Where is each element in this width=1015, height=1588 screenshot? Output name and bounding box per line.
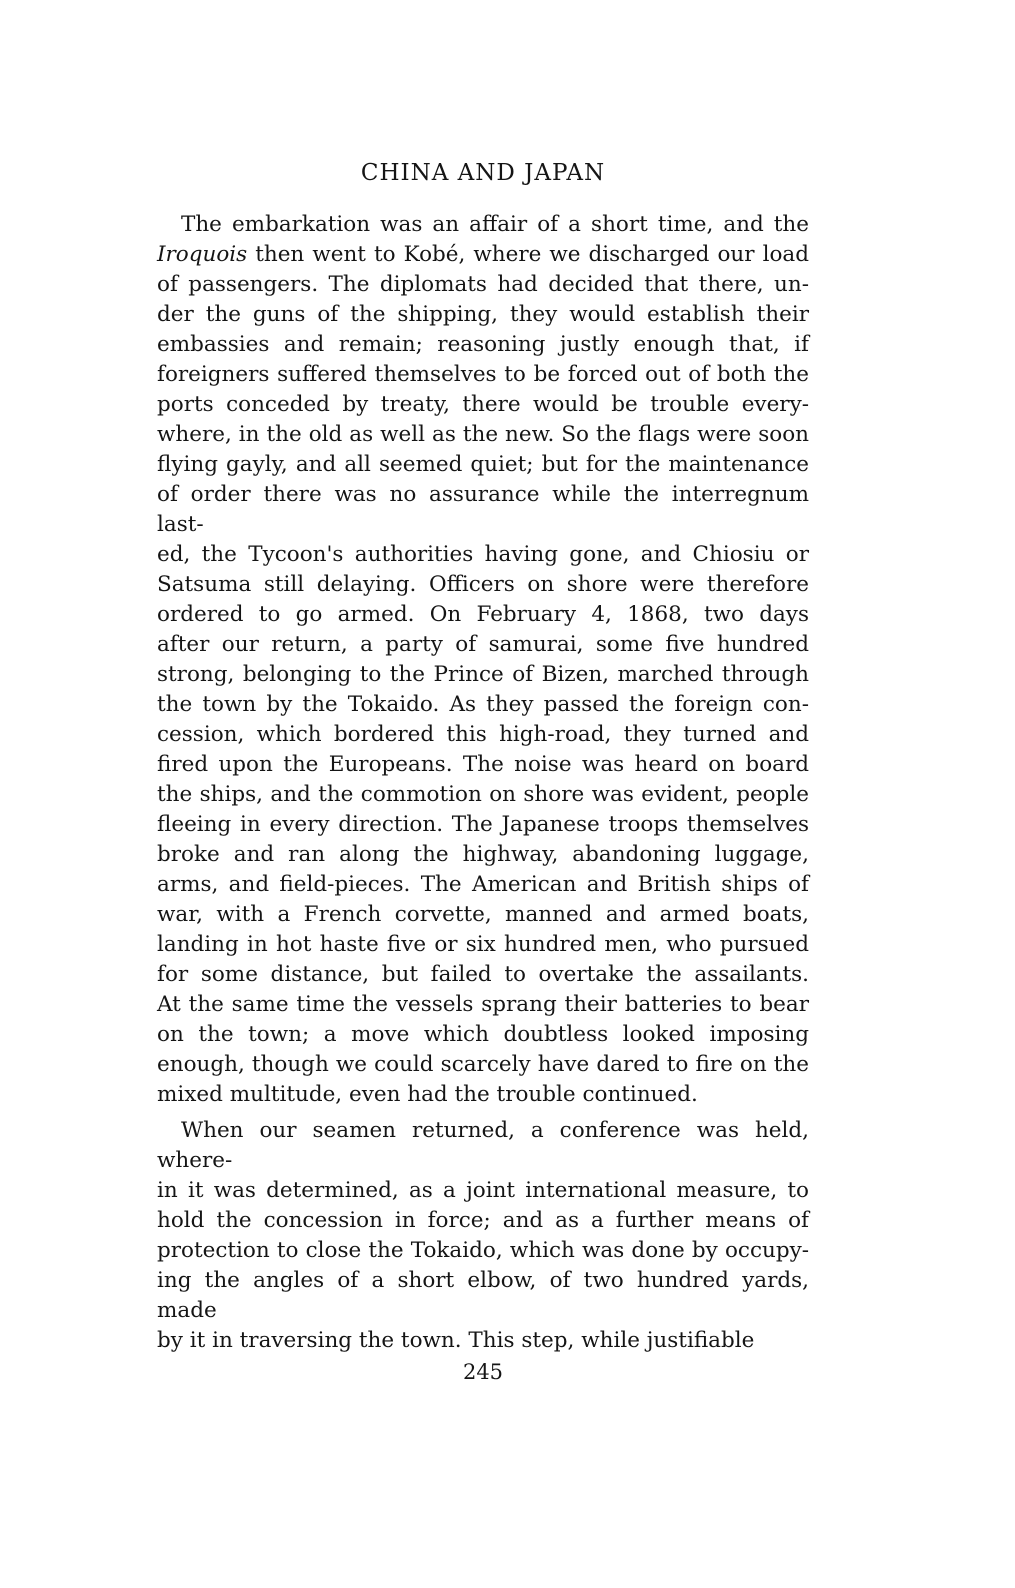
text-segment: protection to close the Tokaido, which was done by occupy- xyxy=(157,1238,809,1263)
text-line xyxy=(157,600,809,630)
body-text xyxy=(157,210,809,1356)
text-line xyxy=(157,1176,809,1206)
paragraph xyxy=(157,210,809,1110)
text-segment: At the same time the vessels sprang their batteries to bear xyxy=(157,992,809,1017)
text-segment: hold the concession in force; and as a further means of xyxy=(157,1208,809,1233)
text-line xyxy=(157,330,809,360)
text-segment: arms, and field-pieces. The American and British ships of xyxy=(157,872,809,897)
text-segment: the ships, and the commotion on shore was evident, people xyxy=(157,782,809,807)
text-segment: ing the angles of a short elbow, of two hundred yards, made xyxy=(157,1268,809,1323)
text-line xyxy=(157,390,809,420)
text-segment: der the guns of the shipping, they would establish their xyxy=(157,302,809,327)
text-segment: on the town; a move which doubtless looked imposing xyxy=(157,1022,809,1047)
text-segment: after our return, a party of samurai, some five hundred xyxy=(157,632,809,657)
text-segment: of order there was no assurance while the interregnum last- xyxy=(157,482,809,537)
text-line xyxy=(157,630,809,660)
text-line xyxy=(157,540,809,570)
text-line xyxy=(157,360,809,390)
text-segment: landing in hot haste five or six hundred men, who pursued xyxy=(157,932,809,957)
text-segment: by it in traversing the town. This step, while justifiable xyxy=(157,1328,755,1353)
text-segment: in it was determined, as a joint international measure, to xyxy=(157,1178,809,1203)
text-line xyxy=(157,750,809,780)
text-line xyxy=(157,810,809,840)
text-segment: enough, though we could scarcely have dared to fire on the xyxy=(157,1052,809,1077)
running-head: CHINA AND JAPAN xyxy=(360,160,606,186)
text-segment: Iroquois xyxy=(157,242,248,267)
text-segment: ordered to go armed. On February 4, 1868, two days xyxy=(157,602,809,627)
text-segment: When our seamen returned, a conference was held, where- xyxy=(157,1118,809,1173)
text-segment: ports conceded by treaty, there would be trouble every- xyxy=(157,392,809,417)
text-line xyxy=(157,210,809,240)
text-line xyxy=(157,960,809,990)
text-segment: fired upon the Europeans. The noise was heard on board xyxy=(157,752,809,777)
text-segment: cession, which bordered this high-road, they turned and xyxy=(157,722,809,747)
text-line xyxy=(157,690,809,720)
text-segment: for some distance, but failed to overtake the assailants. xyxy=(157,962,809,987)
text-line xyxy=(157,900,809,930)
text-line xyxy=(157,870,809,900)
text-line xyxy=(157,420,809,450)
text-segment: fleeing in every direction. The Japanese troops themselves xyxy=(157,812,809,837)
text-line xyxy=(157,240,809,270)
text-segment: flying gayly, and all seemed quiet; but for the maintenance xyxy=(157,452,809,477)
text-line xyxy=(157,1050,809,1080)
text-segment: foreigners suffered themselves to be forced out of both the xyxy=(157,362,809,387)
text-segment: ed, the Tycoon's authorities having gone, and Chiosiu or xyxy=(157,542,809,567)
text-line xyxy=(157,450,809,480)
text-segment: of passengers. The diplomats had decided that there, un- xyxy=(157,272,809,297)
text-line xyxy=(157,1020,809,1050)
text-line xyxy=(157,1236,809,1266)
book-page xyxy=(157,160,809,1384)
text-segment: mixed multitude, even had the trouble continued. xyxy=(157,1082,698,1107)
text-line xyxy=(157,720,809,750)
text-line xyxy=(157,270,809,300)
text-line xyxy=(157,930,809,960)
text-line xyxy=(157,480,809,540)
text-segment: war, with a French corvette, manned and armed boats, xyxy=(157,902,809,927)
text-segment: Satsuma still delaying. Officers on shore were therefore xyxy=(157,572,809,597)
text-segment: The embarkation was an affair of a short time, and the xyxy=(181,212,809,237)
text-segment: the town by the Tokaido. As they passed the foreign con- xyxy=(157,692,809,717)
page-number: 245 xyxy=(462,1360,504,1384)
text-segment: broke and ran along the highway, abandoning luggage, xyxy=(157,842,809,867)
text-line xyxy=(157,660,809,690)
text-line xyxy=(157,780,809,810)
paragraph xyxy=(157,1116,809,1356)
text-segment: then went to Kobé, where we discharged our load xyxy=(247,242,809,267)
text-line xyxy=(157,1266,809,1326)
text-line xyxy=(157,1116,809,1176)
text-line xyxy=(157,570,809,600)
text-segment: strong, belonging to the Prince of Bizen, marched through xyxy=(157,662,809,687)
text-segment: where, in the old as well as the new. So the flags were soon xyxy=(157,422,809,447)
text-line xyxy=(157,1206,809,1236)
text-line xyxy=(157,1326,809,1356)
text-line xyxy=(157,840,809,870)
text-line xyxy=(157,1080,809,1110)
text-segment: embassies and remain; reasoning justly enough that, if xyxy=(157,332,809,357)
text-line xyxy=(157,300,809,330)
text-line xyxy=(157,990,809,1020)
